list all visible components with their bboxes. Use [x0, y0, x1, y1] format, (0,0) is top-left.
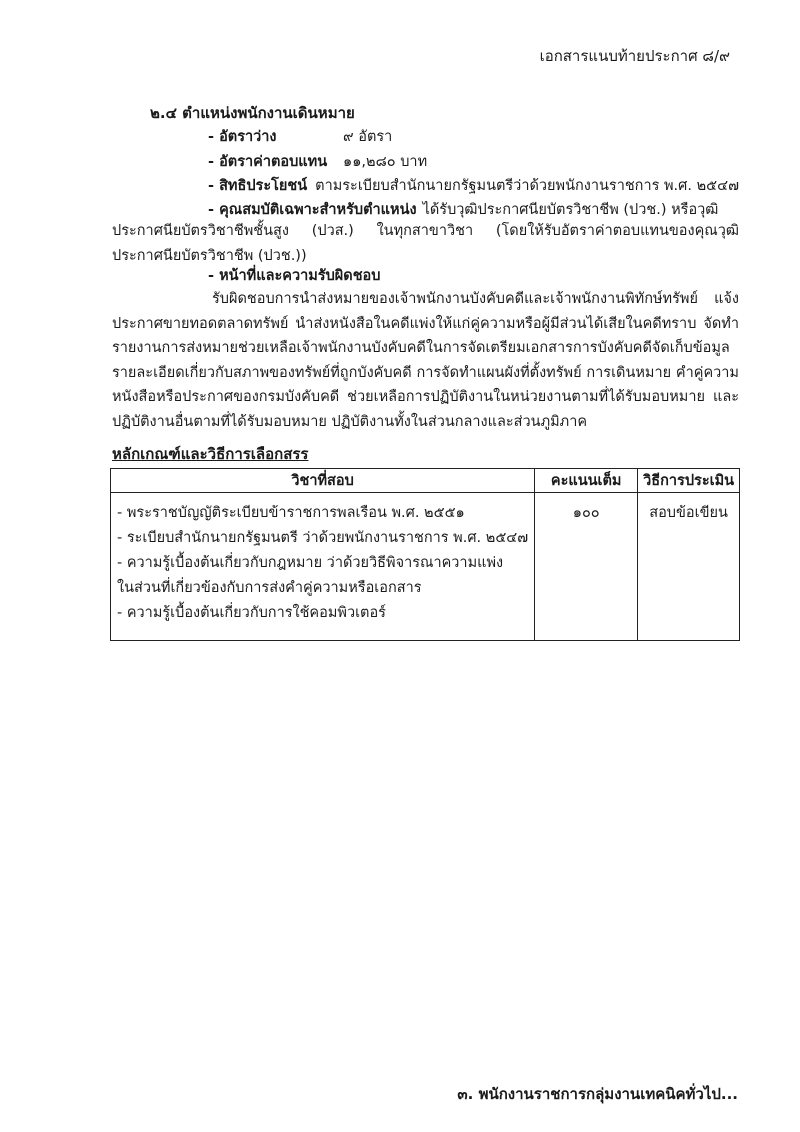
benefit-row	[208, 176, 739, 196]
col-subject-header: วิชาที่สอบ	[111, 469, 535, 493]
vacancy-row	[208, 127, 392, 147]
duties-text: รับผิดชอบการนำส่งหมายของเจ้าพนักงานบังคับคดีและเจ้าพนักงานพิทักษ์ทรัพย์ แจ้งประกาศขายทอดตลาดทรัพย์ นำส่งหนังสือในคดีแพ่งให้แก่คู่ความหรือผู้มีส่วนได้เสียในคดีทราบ จัดทำรายงานการส่งหมายช่วยเหลือเจ้าพนักงานบังคับคดีในการจัดเตรียมเอกสารการบังคับคดีจัดเก็บข้อมูลรายละเอียดเกี่ยวกับสภาพของทรัพย์ที่ถูกบังคับคดี การจัดทำแผนผังที่ตั้งทรัพย์ การเดินหมาย คำคู่ความหนังสือหรือประกาศของกรมบังคับคดี ช่วยเหลือการปฏิบัติงานในหน่วยงานตามที่ได้รับมอบหมาย และปฏิบัติงานอื่นตามที่ได้รับมอบหมาย ปฏิบัติงานทั้งในส่วนกลางและส่วนภูมิภาค	[112, 291, 739, 430]
col-score-header: คะแนนเต็ม	[535, 469, 638, 493]
benefit-label: - สิทธิประโยชน์	[208, 178, 308, 194]
table-header-row	[111, 469, 740, 493]
col-method-header: วิธีการประเมิน	[638, 469, 740, 493]
qualification-first-line: ได้รับวุฒิประกาศนียบัตรวิชาชีพ (ปวช.) หรือวุฒิ	[422, 202, 719, 218]
subject-item: - ความรู้เบื้องต้นเกี่ยวกับการใช้คอมพิวเตอร์	[117, 605, 386, 621]
duties-label: - หน้าที่และความรับผิดชอบ	[208, 268, 381, 284]
qualification-row	[208, 200, 718, 220]
criteria-heading: หลักเกณฑ์และวิธีการเลือกสรร	[112, 445, 309, 463]
subject-item: - พระราชบัญญัติระเบียบข้าราชการพลเรือน พ.ศ. ๒๕๕๑	[117, 505, 465, 521]
table-row	[111, 493, 740, 641]
subject-item: - ระเบียบสำนักนายกรัฐมนตรี ว่าด้วยพนักงานราชการ พ.ศ. ๒๕๔๗	[117, 530, 529, 546]
pay-row	[208, 152, 427, 172]
document-reference: เอกสารแนบท้ายประกาศ ๘/๙	[539, 47, 730, 65]
exam-table	[110, 468, 740, 641]
method-cell: สอบข้อเขียน	[638, 493, 740, 641]
pay-label: - อัตราค่าตอบแทน	[208, 154, 328, 170]
pay-value: ๑๑,๒๘๐ บาท	[343, 154, 428, 170]
benefit-value: ตามระเบียบสำนักนายกรัฐมนตรีว่าด้วยพนักงานราชการ พ.ศ. ๒๕๔๗	[315, 178, 739, 194]
vacancy-label: - อัตราว่าง	[208, 129, 277, 145]
vacancy-value: ๙ อัตรา	[343, 129, 393, 145]
section-heading: ๒.๔ ตำแหน่งพนักงานเดินหมาย	[150, 104, 355, 122]
continuation-note: ๓. พนักงานราชการกลุ่มงานเทคนิคทั่วไป...	[457, 1085, 738, 1103]
qualification-label: - คุณสมบัติเฉพาะสำหรับตำแหน่ง	[208, 202, 417, 218]
subject-item: - ความรู้เบื้องต้นเกี่ยวกับกฎหมาย ว่าด้วยวิธีพิจารณาความแพ่ง	[117, 555, 504, 571]
subject-item-continuation: ในส่วนที่เกี่ยวข้องกับการส่งคำคู่ความหรือเอกสาร	[117, 580, 422, 596]
qualification-continuation: ประกาศนียบัตรวิชาชีพชั้นสูง (ปวส.) ในทุกสาขาวิชา (โดยให้รับอัตราค่าตอบแทนของคุณวุฒิประกาศนียบัตรวิชาชีพ (ปวช.))	[112, 223, 739, 264]
subject-cell	[111, 493, 535, 641]
full-score-cell: ๑๐๐	[535, 493, 638, 641]
